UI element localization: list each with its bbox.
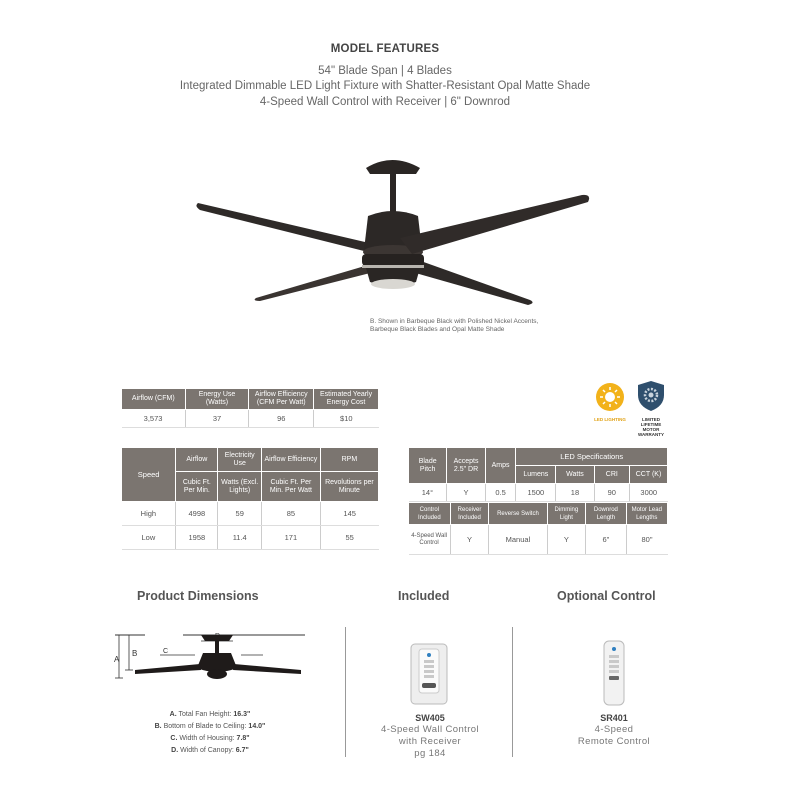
- led-sun-icon: [595, 382, 625, 412]
- dim-letter: A.: [169, 711, 177, 718]
- included-desc-line-1: 4-Speed Wall Control: [381, 724, 479, 735]
- rpm-low: 55: [320, 526, 378, 550]
- dim-value: 7.8": [236, 735, 250, 742]
- amps-value: 0.5: [485, 484, 516, 502]
- fan-caption: [370, 318, 538, 334]
- efficiency-high: 85: [261, 502, 320, 526]
- amps-header: Amps: [485, 448, 516, 484]
- speed-header: Speed: [122, 448, 176, 502]
- table-row: [122, 502, 379, 526]
- control-included-header: Control Included: [409, 503, 451, 525]
- reverse-switch-header: Reverse Switch: [489, 503, 547, 525]
- divider-left: [345, 627, 346, 757]
- energy-header-airflow: Airflow (CFM): [122, 389, 186, 410]
- downrod-length-value: 6": [586, 525, 626, 555]
- blade-pitch-value: 14°: [409, 484, 447, 502]
- reverse-switch-value: Manual: [489, 525, 547, 555]
- cct-value: 3000: [630, 484, 668, 502]
- blade-pitch-header: Blade Pitch: [409, 448, 447, 484]
- warranty-badge: [634, 380, 668, 437]
- dim-letter: B.: [154, 723, 162, 730]
- rpm-subheader: Revolutions per Minute: [320, 472, 378, 502]
- energy-header-energy-use: Energy Use (Watts): [185, 389, 249, 410]
- receiver-included-value: Y: [450, 525, 489, 555]
- airflow-high: 4998: [176, 502, 218, 526]
- shield-gear-icon: [637, 380, 665, 412]
- energy-use-value: 37: [185, 410, 249, 428]
- list-item: [105, 747, 315, 759]
- lumens-value: 1500: [516, 484, 556, 502]
- cct-header: CCT (K): [630, 466, 668, 484]
- included-model: SW405: [415, 713, 445, 723]
- dimensions-list: [105, 711, 315, 759]
- control-included-value: 4-Speed Wall Control: [409, 525, 451, 555]
- efficiency-header: Airflow Efficiency: [261, 448, 320, 472]
- electricity-header: Electricity Use: [218, 448, 262, 472]
- lumens-header: Lumens: [516, 466, 556, 484]
- airflow-subheader: Cubic Ft. Per Min.: [176, 472, 218, 502]
- included-heading: Included: [398, 589, 450, 603]
- optional-model: SR401: [600, 713, 628, 723]
- feature-line-1: 54" Blade Span | 4 Blades: [318, 65, 452, 77]
- speed-table: [121, 447, 379, 550]
- energy-header-cost: Estimated Yearly Energy Cost: [314, 389, 379, 410]
- dim-label-c: C: [163, 648, 169, 655]
- included-desc-line-3: pg 184: [414, 748, 446, 759]
- optional-description: [539, 724, 689, 748]
- efficiency-subheader: Cubic Ft. Per Min. Per Watt: [261, 472, 320, 502]
- airflow-low: 1958: [176, 526, 218, 550]
- cri-header: CRI: [594, 466, 629, 484]
- led-spec-header: LED Specifications: [516, 448, 668, 466]
- motor-lead-header: Motor Lead Lengths: [626, 503, 667, 525]
- dim-text: Width of Housing:: [179, 735, 235, 742]
- optional-desc-line-1: 4-Speed: [594, 724, 634, 735]
- downrod-length-header: Downrod Length: [586, 503, 626, 525]
- ceiling-fan-image: [190, 150, 610, 310]
- led-lighting-badge: [593, 382, 627, 422]
- electricity-low: 11.4: [218, 526, 262, 550]
- feature-line-3: 4-Speed Wall Control with Receiver | 6" Downrod: [259, 96, 511, 108]
- efficiency-low: 171: [261, 526, 320, 550]
- table-row: [409, 525, 668, 555]
- wall-control-image: [410, 643, 448, 705]
- energy-efficiency-value: 96: [249, 410, 314, 428]
- table-row: [409, 484, 668, 502]
- dim-value: 14.0": [248, 723, 266, 730]
- page-title: MODEL FEATURES: [330, 43, 440, 55]
- accepts-dr-value: Y: [447, 484, 485, 502]
- cri-value: 90: [594, 484, 629, 502]
- dim-label-b: B: [132, 649, 138, 658]
- optional-desc-line-2: Remote Control: [577, 736, 651, 747]
- electricity-high: 59: [218, 502, 262, 526]
- optional-control-heading: Optional Control: [557, 589, 656, 603]
- included-desc-line-2: with Receiver: [398, 736, 462, 747]
- divider-right: [512, 627, 513, 757]
- energy-table: [121, 388, 379, 428]
- led-lighting-label: LED LIGHTING: [594, 417, 626, 422]
- dim-text: Width of Canopy:: [180, 747, 234, 754]
- airflow-header: Airflow: [176, 448, 218, 472]
- dimming-light-header: Dimming Light: [547, 503, 586, 525]
- energy-header-efficiency: Airflow Efficiency (CFM Per Watt): [249, 389, 314, 410]
- dim-label-a: A: [114, 655, 120, 664]
- dimming-light-value: Y: [547, 525, 586, 555]
- dim-letter: C.: [170, 735, 178, 742]
- dim-value: 16.3": [233, 711, 251, 718]
- dimensions-heading: Product Dimensions: [137, 589, 259, 603]
- receiver-included-header: Receiver Included: [450, 503, 489, 525]
- included-description: [355, 724, 505, 760]
- list-item: [105, 735, 315, 747]
- spec-table: [408, 447, 668, 502]
- speed-high: High: [122, 502, 176, 526]
- list-item: [105, 723, 315, 735]
- list-item: [105, 711, 315, 723]
- dim-letter: D.: [171, 747, 179, 754]
- energy-airflow-value: 3,573: [122, 410, 186, 428]
- speed-low: Low: [122, 526, 176, 550]
- electricity-subheader: Watts (Excl. Lights): [218, 472, 262, 502]
- watts-header: Watts: [556, 466, 594, 484]
- caption-line-1: B. Shown in Barbeque Black with Polished Nickel Accents,: [370, 318, 539, 325]
- feature-line-2: Integrated Dimmable LED Light Fixture with Shatter-Resistant Opal Matte Shade: [179, 80, 591, 92]
- table-row: [122, 526, 379, 550]
- warranty-label: LIMITED LIFETIME MOTOR WARRANTY: [638, 417, 664, 437]
- dim-value: 6.7": [235, 747, 249, 754]
- energy-cost-value: $10: [314, 410, 379, 428]
- remote-control-image: [603, 640, 625, 706]
- rpm-header: RPM: [320, 448, 378, 472]
- motor-lead-value: 80": [626, 525, 667, 555]
- dim-text: Total Fan Height:: [178, 711, 232, 718]
- dim-text: Bottom of Blade to Ceiling:: [163, 723, 247, 730]
- control-table: [408, 502, 668, 555]
- watts-value: 18: [556, 484, 594, 502]
- accepts-dr-header: Accepts 2.5" DR: [447, 448, 485, 484]
- caption-line-2: Barbeque Black Blades and Opal Matte Shade: [370, 326, 505, 333]
- dimension-diagram: [105, 620, 305, 690]
- rpm-high: 145: [320, 502, 378, 526]
